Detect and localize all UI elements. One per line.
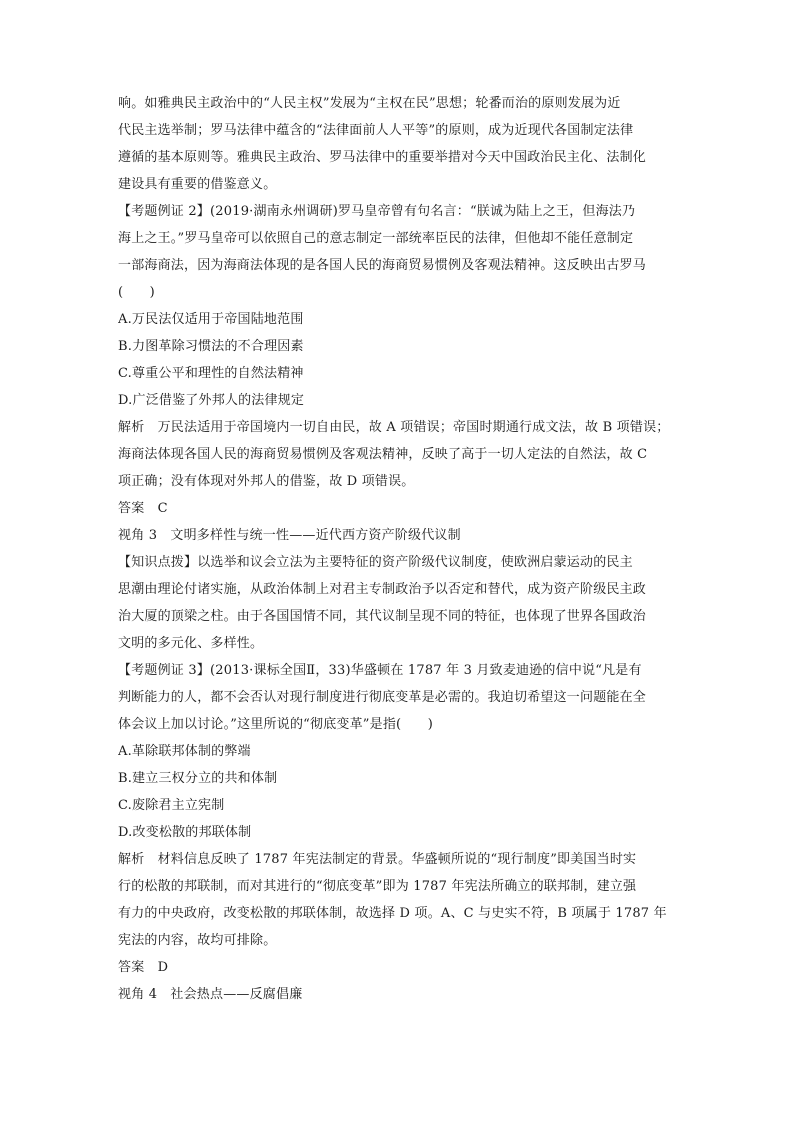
answer-line: 答案 D [118, 960, 169, 975]
analysis-line: 有力的中央政府，改变松散的邦联体制，故选择 D 项。A、C 与史实不符，B 项属于 1787 年 [118, 906, 667, 921]
section-heading-3: 视角 3 文明多样性与统一性——近代西方资产阶级代议制 [118, 528, 461, 543]
paragraph-line: 文明的多元化、多样性。 [118, 636, 264, 651]
analysis-line: 解析 万民法适用于帝国境内一切自由民，故 A 项错误；帝国时期通行成文法，故 B 项错误； [118, 420, 670, 435]
analysis-line: 海商法体现各国人民的海商贸易惯例及客观法精神，反映了高于一切人定法的自然法，故 C [118, 447, 648, 462]
analysis-line: 行的松散的邦联制，而对其进行的“彻底变革”即为 1787 年宪法所确立的联邦制，建立强 [118, 879, 637, 894]
paragraph-line: 治大厦的顶梁之柱。由于各国国情不同，其代议制呈现不同的特征，也体现了世界各国政治 [118, 609, 647, 624]
option-c: C.废除君主立宪制 [118, 798, 225, 813]
example-heading-3: 【考题例证 3】(2013·课标全国Ⅱ，33)华盛顿在 1787 年 3 月致麦迪逊的信中说“凡是有 [118, 663, 642, 678]
option-c: C.尊重公平和理性的自然法精神 [118, 366, 304, 381]
knowledge-tip-line: 【知识点拨】以选举和议会立法为主要特征的资产阶级代议制度，使欧洲启蒙运动的民主 [118, 555, 633, 570]
paragraph-line: 体会议上加以讨论。”这里所说的“彻底变革”是指( ) [118, 717, 433, 732]
option-d: D.改变松散的邦联体制 [118, 825, 252, 840]
option-b: B.力图革除习惯法的不合理因素 [118, 339, 304, 354]
option-a: A.革除联邦体制的弊端 [118, 744, 251, 759]
answer-blank: ( ) [118, 285, 155, 300]
section-heading-4: 视角 4 社会热点——反腐倡廉 [118, 987, 303, 1002]
paragraph-line: 遵循的基本原则等。雅典民主政治、罗马法律中的重要举措对今天中国政治民主化、法制化 [118, 150, 647, 165]
option-d: D.广泛借鉴了外邦人的法律规定 [118, 393, 305, 408]
answer-line: 答案 C [118, 501, 168, 516]
option-b: B.建立三权分立的共和体制 [118, 771, 278, 786]
analysis-line: 项正确；没有体现对外邦人的借鉴，故 D 项错误。 [118, 474, 415, 489]
paragraph-line: 判断能力的人，都不会否认对现行制度进行彻底变革是必需的。我迫切希望这一问题能在全 [118, 690, 647, 705]
paragraph-line: 一部海商法，因为海商法体现的是各国人民的海商贸易惯例及客观法精神。这反映出古罗马 [118, 258, 647, 273]
paragraph-line: 响。如雅典民主政治中的“人民主权”发展为“主权在民”思想；轮番而治的原则发展为近 [118, 96, 621, 111]
paragraph-line: 海上之王。”罗马皇帝可以依照自己的意志制定一部统率臣民的法律，但他却不能任意制定 [118, 231, 634, 246]
paragraph-line: 建设具有重要的借鉴意义。 [118, 177, 277, 192]
paragraph-line: 代民主选举制；罗马法律中蕴含的“法律面前人人平等”的原则，成为近现代各国制定法律 [118, 123, 634, 138]
analysis-line: 宪法的内容，故均可排除。 [118, 933, 277, 948]
option-a: A.万民法仅适用于帝国陆地范围 [118, 312, 304, 327]
analysis-line: 解析 材料信息反映了 1787 年宪法制定的背景。华盛顿所说的“现行制度”即美国当时实 [118, 852, 637, 867]
paragraph-line: 思潮由理论付诸实施，从政治体制上对君主专制政治予以否定和替代，成为资产阶级民主政 [118, 582, 647, 597]
example-heading-2: 【考题例证 2】(2019·湖南永州调研)罗马皇帝曾有句名言：“朕诚为陆上之王，但海法乃 [118, 204, 636, 219]
